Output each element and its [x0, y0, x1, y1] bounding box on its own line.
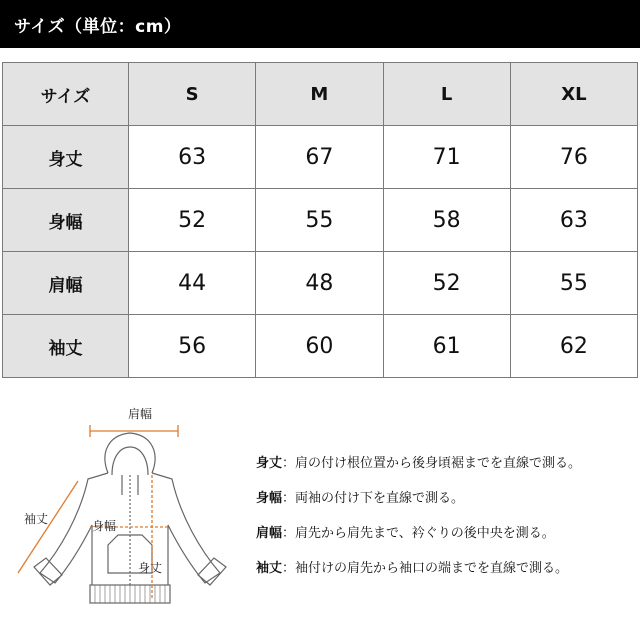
width-label: 身幅 [92, 519, 117, 533]
table-corner-cell: サイズ [3, 63, 129, 126]
note-text: ：肩先から肩先まで、衿ぐりの後中央を測る。 [282, 526, 555, 541]
table-cell: 58 [383, 189, 510, 252]
hoodie-outline [34, 433, 226, 603]
table-row [3, 252, 638, 315]
table-row [3, 126, 638, 189]
row-header: 袖丈 [3, 315, 129, 378]
table-cell: 67 [256, 126, 383, 189]
table-cell: 63 [129, 126, 256, 189]
row-header: 身幅 [3, 189, 129, 252]
hoodie-measurement-diagram [0, 395, 250, 640]
table-cell: 56 [129, 315, 256, 378]
shoulder-label: 肩幅 [128, 407, 153, 421]
note-label: 身幅 [256, 491, 283, 506]
table-cell: 76 [510, 126, 637, 189]
length-label: 身丈 [138, 561, 163, 575]
table-cell: 60 [256, 315, 383, 378]
table-row [3, 315, 638, 378]
measurement-notes [256, 455, 636, 595]
table-cell: 71 [383, 126, 510, 189]
note-sleeve [256, 560, 636, 595]
sleeve-label: 袖丈 [24, 512, 49, 526]
note-text: ：肩の付け根位置から後身頃裾までを直線で測る。 [282, 456, 582, 471]
column-header-m: M [256, 63, 383, 126]
table-cell: 48 [256, 252, 383, 315]
note-label: 身丈 [256, 456, 283, 471]
table-header-row [3, 63, 638, 126]
note-shoulder [256, 525, 636, 560]
row-header: 身丈 [3, 126, 129, 189]
table-cell: 44 [129, 252, 256, 315]
note-label: 袖丈 [256, 561, 283, 576]
table-cell: 52 [383, 252, 510, 315]
column-header-l: L [383, 63, 510, 126]
note-label: 肩幅 [256, 526, 283, 541]
page-title: サイズ（単位：cm） [14, 16, 182, 37]
table-cell: 55 [510, 252, 637, 315]
table-cell: 55 [256, 189, 383, 252]
title-bar [0, 0, 640, 48]
row-header: 肩幅 [3, 252, 129, 315]
note-width [256, 490, 636, 525]
column-header-s: S [129, 63, 256, 126]
table-cell: 61 [383, 315, 510, 378]
table-cell: 63 [510, 189, 637, 252]
note-length [256, 455, 636, 490]
column-header-xl: XL [510, 63, 637, 126]
table-cell: 62 [510, 315, 637, 378]
table-cell: 52 [129, 189, 256, 252]
note-text: ：両袖の付け下を直線で測る。 [282, 491, 465, 506]
size-table [2, 62, 638, 378]
table-row [3, 189, 638, 252]
note-text: ：袖付けの肩先から袖口の端までを直線で測る。 [282, 561, 569, 576]
